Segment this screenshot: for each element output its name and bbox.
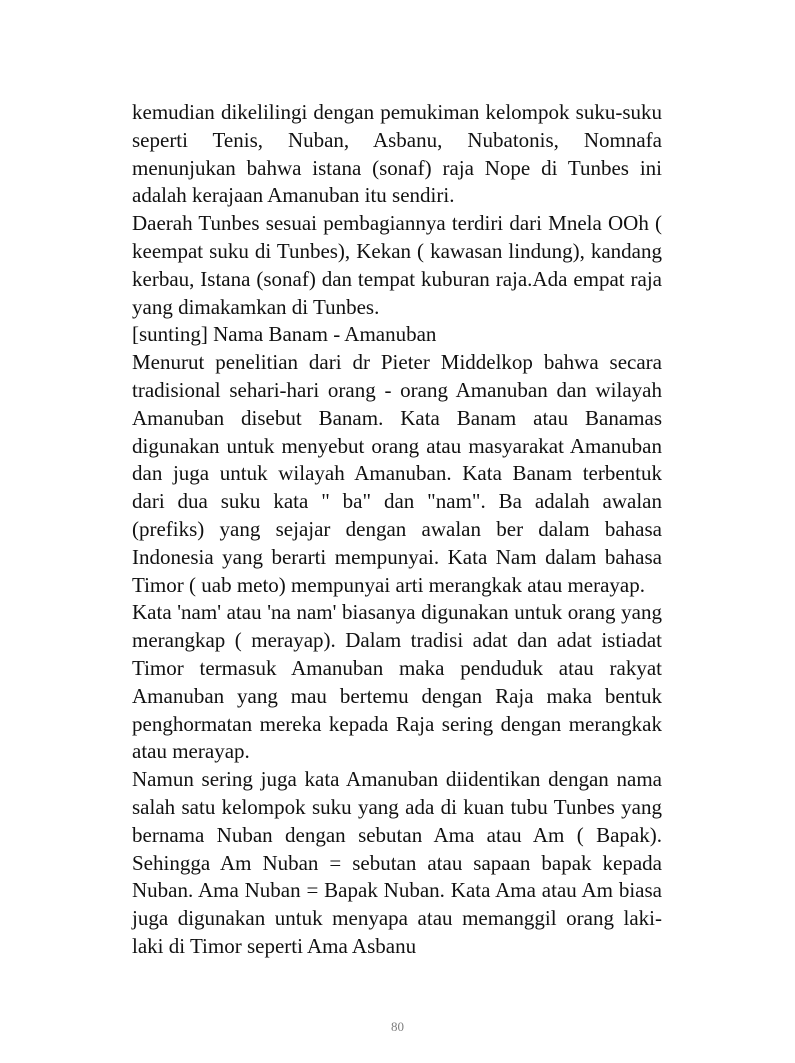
paragraph-nam-usage: Kata 'nam' atau 'na nam' biasanya digunakan untuk orang yang merangkap ( merayap). Dalam tradisi adat dan adat istiadat Timor termasuk Amanuban maka penduduk atau rakyat Amanuban yang mau bertemu dengan Raja maka bentuk penghormatan mereka kepada Raja sering dengan merangkak atau merayap. (132, 600, 662, 764)
paragraph-banam-meaning: Menurut penelitian dari dr Pieter Middelkop bahwa secara tradisional sehari-hari orang - orang Amanuban dan wilayah Amanuban disebut Banam. Kata Banam atau Banamas digunakan untuk menyebut orang atau masyarakat Amanuban dan juga untuk wilayah Amanuban. Kata Banam terbentuk dari dua suku kata " ba" dan "nam". Ba adalah awalan (prefiks) yang sejajar dengan awalan ber dalam bahasa Indonesia yang berarti mempunyai. Kata Nam dalam bahasa Timor ( uab meto) mempunyai arti merangkak atau merayap. (132, 350, 662, 597)
paragraph-tunbes-division: Daerah Tunbes sesuai pembagiannya terdiri dari Mnela OOh ( keempat suku di Tunbes), Kekan ( kawasan lindung), kandang kerbau, Istana (sonaf) dan tempat kuburan raja.Ada empat raja yang dimakamkan di Tunbes. (132, 211, 662, 319)
body-text (132, 99, 662, 961)
paragraph-tunbes-settlement: kemudian dikelilingi dengan pemukiman kelompok suku-suku seperti Tenis, Nuban, Asbanu, Nubatonis, Nomnafa menunjukan bahwa istana (sonaf) raja Nope di Tunbes ini adalah kerajaan Amanuban itu sendiri. (132, 100, 662, 208)
section-heading: [sunting] Nama Banam - Amanuban (132, 322, 437, 347)
paragraph-amanuban-nuban: Namun sering juga kata Amanuban diidentikan dengan nama salah satu kelompok suku yang ada di kuan tubu Tunbes yang bernama Nuban dengan sebutan Ama atau Am ( Bapak). Sehingga Am Nuban = sebutan atau sapaan bapak kepada Nuban. Ama Nuban = Bapak Nuban. Kata Ama atau Am biasa juga digunakan untuk menyapa atau memanggil orang laki-laki di Timor seperti Ama Asbanu (132, 767, 662, 958)
page-number: 80 (391, 1019, 404, 1034)
